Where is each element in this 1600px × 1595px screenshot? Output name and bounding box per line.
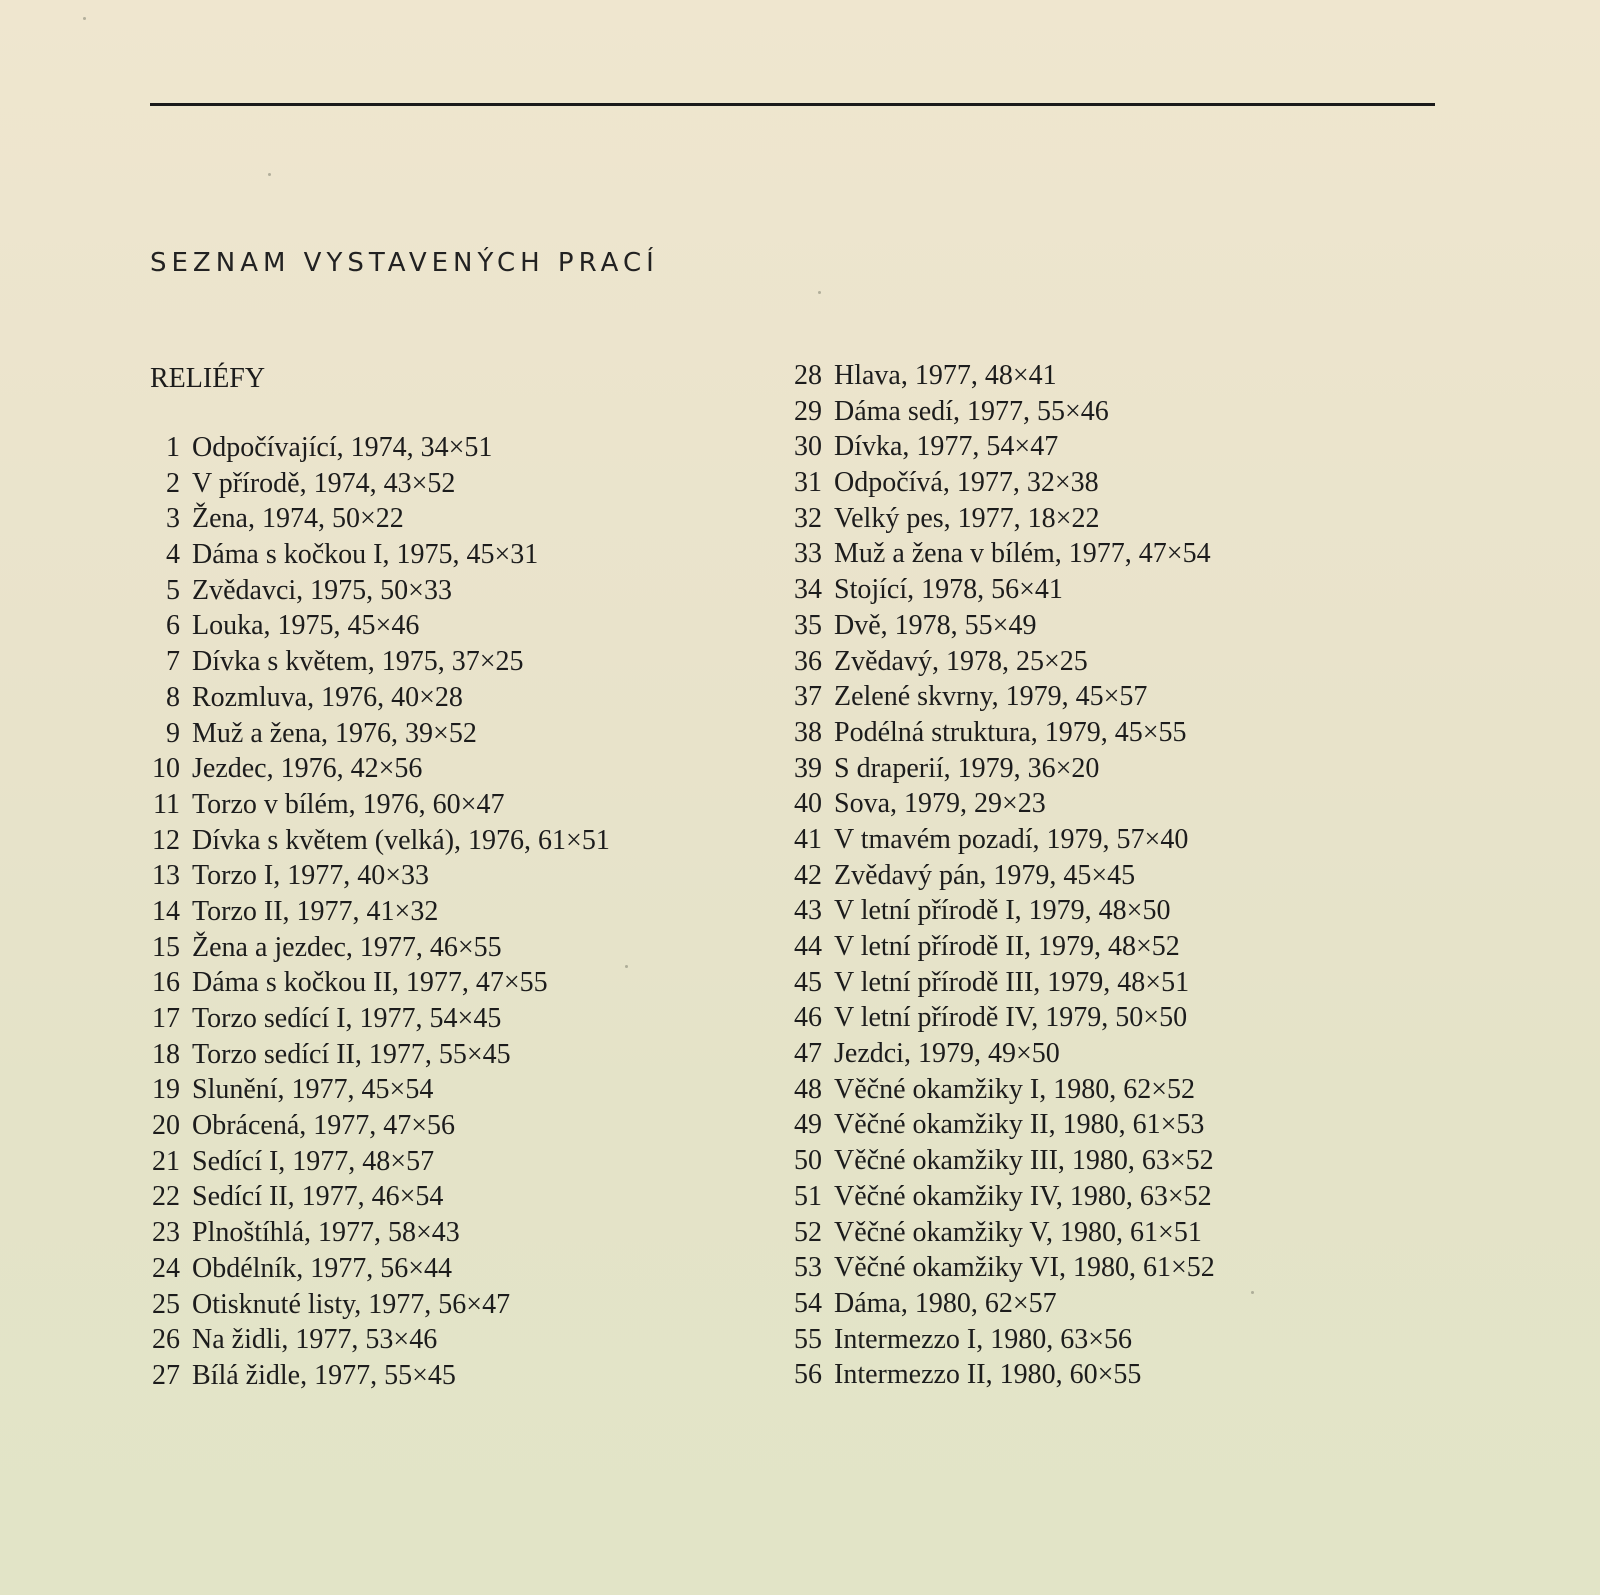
top-rule [150,103,1435,106]
work-number: 15 [152,931,180,963]
list-item [790,967,1350,1003]
work-number: 22 [152,1181,180,1213]
work-entry: Sedící II, 1977, 46×54 [192,1181,444,1213]
work-entry: Žena, 1974, 50×22 [192,503,404,535]
work-entry: Otisknuté listy, 1977, 56×47 [192,1288,511,1320]
list-item [790,824,1350,860]
list-item [150,1110,710,1146]
work-number: 2 [166,467,180,499]
work-number: 30 [794,431,822,463]
work-number: 46 [794,1002,822,1034]
work-entry: Torzo II, 1977, 41×32 [192,895,439,927]
work-entry: Dáma s kočkou I, 1975, 45×31 [192,539,539,571]
work-number: 7 [166,646,180,678]
list-item [150,753,710,789]
work-entry: Jezdci, 1979, 49×50 [834,1038,1060,1070]
work-number: 12 [152,824,180,856]
work-entry: Dívka, 1977, 54×47 [834,431,1059,463]
work-number: 54 [794,1287,822,1319]
work-entry: Intermezzo II, 1980, 60×55 [834,1359,1142,1391]
list-item [790,503,1350,539]
list-item [150,468,710,504]
work-number: 18 [152,1038,180,1070]
work-number: 16 [152,967,180,999]
list-item [150,825,710,861]
work-entry: Věčné okamžiky II, 1980, 61×53 [834,1109,1205,1141]
work-entry: Dívka s květem, 1975, 37×25 [192,646,524,678]
work-entry: S draperií, 1979, 36×20 [834,752,1100,784]
work-number: 51 [794,1180,822,1212]
work-number: 55 [794,1323,822,1355]
work-number: 28 [794,360,822,391]
work-number: 32 [794,502,822,534]
work-entry: Hlava, 1977, 48×41 [834,360,1057,391]
list-item [790,610,1350,646]
work-entry: Věčné okamžiky I, 1980, 62×52 [834,1073,1196,1105]
list-item [150,789,710,825]
work-entry: Plnoštíhlá, 1977, 58×43 [192,1217,460,1249]
list-item [150,503,710,539]
work-entry: Stojící, 1978, 56×41 [834,574,1063,606]
work-entry: Obdélník, 1977, 56×44 [192,1252,452,1284]
work-entry: Věčné okamžiky IV, 1980, 63×52 [834,1180,1212,1212]
work-number: 34 [794,574,822,606]
work-entry: Zvědavý pán, 1979, 45×45 [834,859,1136,891]
work-number: 38 [794,716,822,748]
work-entry: Na židli, 1977, 53×46 [192,1324,438,1356]
work-number: 23 [152,1217,180,1249]
work-number: 17 [152,1003,180,1034]
list-item [150,896,710,932]
list-item [150,718,710,754]
list-item [790,467,1350,503]
list-item [790,681,1350,717]
work-entry: Torzo sedící I, 1977, 54×45 [192,1003,502,1034]
list-item [150,1146,710,1182]
section-title: RELIÉFY [150,363,266,394]
list-item [150,646,710,682]
list-item [790,538,1350,574]
list-item [150,860,710,896]
work-number: 53 [794,1252,822,1284]
work-number: 19 [152,1074,180,1106]
list-item [150,1074,710,1110]
work-number: 26 [152,1324,180,1356]
paper-speck [83,17,86,20]
work-number: 5 [166,574,180,606]
work-number: 47 [794,1038,822,1070]
work-entry: V letní přírodě I, 1979, 48×50 [834,895,1171,927]
work-number: 13 [152,860,180,892]
work-number: 56 [794,1359,822,1391]
list-item [150,539,710,575]
list-item [150,1181,710,1217]
work-number: 24 [152,1252,180,1284]
work-entry: Věčné okamžiky V, 1980, 61×51 [834,1216,1202,1248]
list-item [790,931,1350,967]
work-entry: Bílá židle, 1977, 55×45 [192,1359,456,1391]
list-item [790,1145,1350,1181]
work-number: 50 [794,1145,822,1177]
work-entry: Torzo v bílém, 1976, 60×47 [192,788,505,820]
work-number: 48 [794,1073,822,1105]
list-item [790,717,1350,753]
work-entry: Dáma sedí, 1977, 55×46 [834,395,1109,427]
work-entry: V tmavém pozadí, 1979, 57×40 [834,823,1189,855]
work-number: 4 [166,539,180,571]
work-entry: Zvědavci, 1975, 50×33 [192,574,452,606]
list-item [150,682,710,718]
work-number: 35 [794,609,822,641]
work-number: 6 [166,610,180,642]
work-entry: Dáma, 1980, 62×57 [834,1287,1057,1319]
work-number: 27 [152,1359,180,1391]
work-number: 31 [794,467,822,499]
list-item [790,1217,1350,1253]
list-item [790,1288,1350,1324]
works-list-left [150,432,710,1396]
works-list-right [790,360,1350,1395]
work-number: 3 [166,503,180,535]
work-number: 9 [166,717,180,749]
work-number: 33 [794,538,822,570]
work-entry: Zvědavý, 1978, 25×25 [834,645,1088,677]
list-item [790,360,1350,396]
work-entry: Intermezzo I, 1980, 63×56 [834,1323,1133,1355]
list-item [790,574,1350,610]
work-number: 40 [794,788,822,820]
work-number: 21 [152,1145,180,1177]
list-item [790,1324,1350,1360]
list-item [790,1074,1350,1110]
work-entry: Žena a jezdec, 1977, 46×55 [192,931,502,963]
work-number: 14 [152,895,180,927]
work-number: 49 [794,1109,822,1141]
list-item [150,1324,710,1360]
work-entry: Sova, 1979, 29×23 [834,788,1046,820]
list-item [790,1109,1350,1145]
paper-speck [625,965,628,968]
work-entry: Muž a žena, 1976, 39×52 [192,717,477,749]
work-number: 25 [152,1288,180,1320]
list-item [790,860,1350,896]
list-item [150,1003,710,1039]
work-number: 29 [794,395,822,427]
list-item [150,1039,710,1075]
list-item [150,967,710,1003]
paper-speck [1251,1291,1254,1294]
list-item [790,396,1350,432]
work-entry: Dáma s kočkou II, 1977, 47×55 [192,967,548,999]
work-entry: Podélná struktura, 1979, 45×55 [834,716,1187,748]
work-entry: Dvě, 1978, 55×49 [834,609,1037,641]
list-item [150,1360,710,1396]
list-item [790,1002,1350,1038]
work-number: 10 [152,753,180,785]
work-entry: Torzo sedící II, 1977, 55×45 [192,1038,511,1070]
list-item [790,646,1350,682]
work-number: 8 [166,681,180,713]
work-entry: Zelené skvrny, 1979, 45×57 [834,681,1148,713]
list-item [790,1181,1350,1217]
work-number: 42 [794,859,822,891]
list-item [790,1252,1350,1288]
work-entry: Obrácená, 1977, 47×56 [192,1110,456,1142]
work-entry: Rozmluva, 1976, 40×28 [192,681,463,713]
work-number: 44 [794,931,822,962]
work-entry: Věčné okamžiky VI, 1980, 61×52 [834,1252,1215,1284]
work-entry: V letní přírodě III, 1979, 48×51 [834,966,1190,998]
work-entry: Dívka s květem (velká), 1976, 61×51 [192,824,610,856]
work-number: 41 [794,823,822,855]
work-entry: V letní přírodě IV, 1979, 50×50 [834,1002,1188,1034]
list-item [790,895,1350,931]
list-item [150,575,710,611]
work-number: 1 [166,432,180,463]
work-number: 11 [153,788,180,820]
list-item [790,788,1350,824]
work-number: 36 [794,645,822,677]
list-item [790,753,1350,789]
work-entry: Louka, 1975, 45×46 [192,610,420,642]
work-number: 37 [794,681,822,713]
work-entry: Slunění, 1977, 45×54 [192,1074,434,1106]
list-item [150,1289,710,1325]
list-item [150,932,710,968]
work-number: 52 [794,1216,822,1248]
work-number: 45 [794,966,822,998]
list-item [150,1217,710,1253]
work-number: 20 [152,1110,180,1142]
list-item [150,610,710,646]
paper-speck [268,173,271,176]
work-number: 39 [794,752,822,784]
list-item [150,1253,710,1289]
work-entry: V letní přírodě II, 1979, 48×52 [834,931,1180,962]
work-entry: Jezdec, 1976, 42×56 [192,753,423,785]
work-entry: Sedící I, 1977, 48×57 [192,1145,435,1177]
page-heading: SEZNAM VYSTAVENÝCH PRACÍ [150,248,659,278]
work-entry: Věčné okamžiky III, 1980, 63×52 [834,1145,1214,1177]
list-item [790,431,1350,467]
work-entry: Velký pes, 1977, 18×22 [834,502,1100,534]
paper-speck [818,291,821,294]
list-item [790,1359,1350,1395]
work-number: 43 [794,895,822,927]
work-entry: Odpočívá, 1977, 32×38 [834,467,1099,499]
list-item [150,432,710,468]
work-entry: Torzo I, 1977, 40×33 [192,860,430,892]
work-entry: Muž a žena v bílém, 1977, 47×54 [834,538,1211,570]
work-entry: V přírodě, 1974, 43×52 [192,467,456,499]
work-entry: Odpočívající, 1974, 34×51 [192,432,493,463]
list-item [790,1038,1350,1074]
